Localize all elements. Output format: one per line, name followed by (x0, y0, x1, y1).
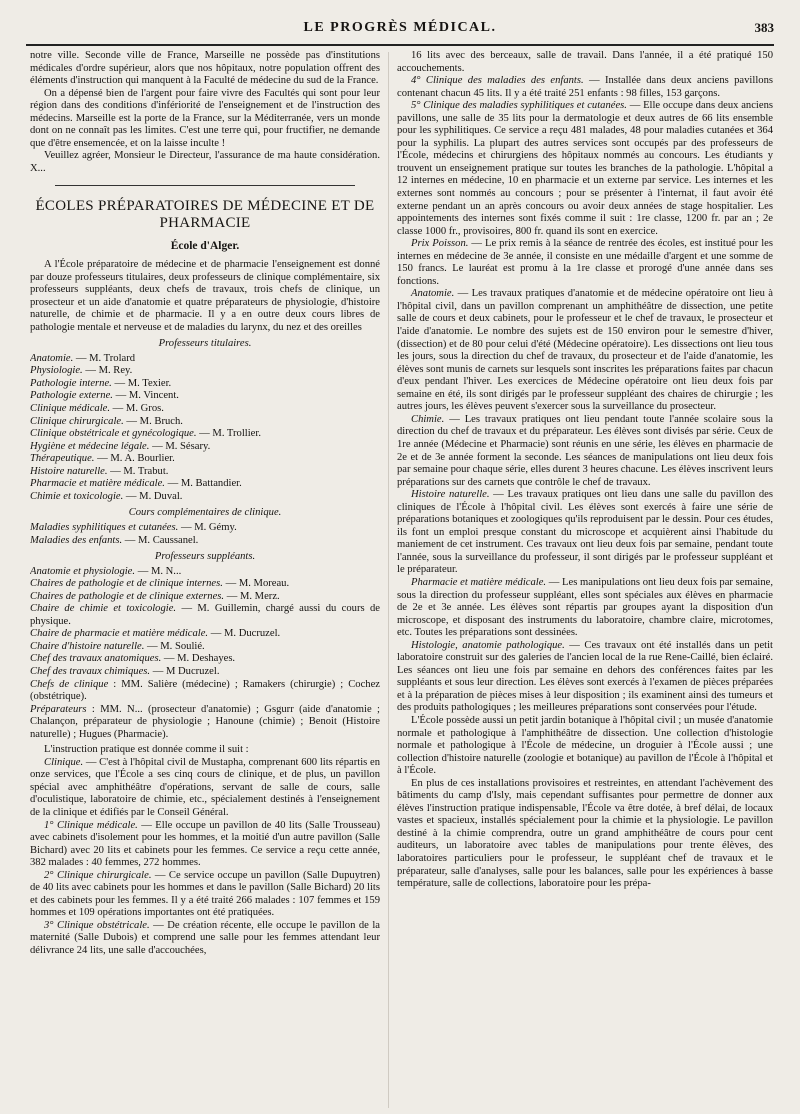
entry-text: : MM. N... (prosecteur d'anatomie) ; Gsgurr (aide d'anatomie ; Chalançon, préparateur de physiologie ; Hanoune (chimie) ; Benoit (Histoire naturelle) ; Hugues (Pharmacie). (30, 703, 380, 740)
entry-text: — M. Ducruzel. (208, 628, 281, 640)
entry-lead: Anatomie. (30, 352, 74, 364)
professor-entry (30, 453, 380, 466)
entry-lead: Anatomie et physiologie. (30, 565, 136, 577)
school-title: École d'Alger. (170, 240, 240, 253)
suppleant-entry (30, 666, 380, 679)
entry-text: : MM. Salière (médecine) ; Ramakers (chirurgie) ; Cochez (obstétrique). (30, 678, 380, 703)
entry-text: — M Ducruzel. (150, 665, 220, 677)
entry-text: — Installée dans deux anciens pavillons contenant chacun 45 lits. Il y a été traité 251 enfants : 98 filles, 153 garçons. (397, 75, 773, 99)
entry-lead: Maladies des enfants. (30, 534, 123, 546)
complementaires-list (30, 522, 380, 547)
professor-entry (30, 378, 380, 391)
suppleants-heading: Professeurs suppléants. (154, 551, 256, 563)
entry-text: — M. Deshayes. (161, 653, 236, 665)
section-title: ÉCOLES PRÉPARATOIRES DE MÉDECINE ET DE PHARMACIE (35, 198, 375, 232)
entry-lead: Chimie. (411, 413, 445, 425)
journal-title: LE PROGRÈS MÉDICAL. (303, 20, 497, 35)
entry-lead: Thérapeutique. (30, 453, 95, 465)
entry-text: En plus de ces installations provisoires et restreintes, en attendant l'achèvement des bâtiments du camp d'Isly, mais cependant suffisantes pour permettre de donner aux élèves l'instruction pratique indispensable, l'École va être dotée, à bref délai, de locaux vastes et spacieux, installés spécialement pour la chimie et la physiologie. Le pavillon destiné à la chimie comprendra, outre un grand amphithéâtre de cours pour cent auditeurs, un laboratoire avec tables de manipulations pour trente élèves, des laboratoires particuliers pour le professeur, le suppléant chef de travaux et le préparateur, salle d'analyses, salle pour les balances, salle pour les expériences à basse température, salle de collections, laboratoire pour les prépa- (397, 777, 773, 890)
body-paragraph (397, 100, 773, 238)
titulaires-heading: Professeurs titulaires. (158, 338, 252, 350)
body-paragraph (397, 238, 773, 288)
entry-lead: Physiologie. (30, 365, 83, 377)
entry-lead: Maladies syphilitiques et cutanées. (30, 521, 179, 533)
entry-lead: Chaires de pathologie et de clinique externes. (30, 590, 225, 602)
right-column (397, 50, 773, 1108)
running-header (26, 14, 774, 46)
suppleant-entry (30, 679, 380, 704)
professor-entry (30, 353, 380, 366)
entry-lead: Clinique obstétricale et gynécologique. (30, 428, 197, 440)
suppleant-entry (30, 591, 380, 604)
entry-text: — C'est à l'hôpital civil de Mustapha, comprenant 600 lits répartis en onze services, que l'École a ses cinq cours de clinique, et de plus, un pavillon spécial avec amphithéâtre d'opérations, servant de salle de cours, salle d'oculistique, laboratoire de chimie, etc., spécialement destinés à l'enseignement de la clinique et édifiés par le Conseil Général. (30, 756, 380, 818)
entry-lead: Chimie et toxicologie. (30, 490, 124, 502)
entry-lead: 4° Clinique des maladies des enfants. (411, 75, 584, 87)
entry-text: 16 lits avec des berceaux, salle de travail. Dans l'année, il a été pratiqué 150 accouchements. (397, 50, 773, 74)
professor-entry (30, 478, 380, 491)
professor-entry (30, 441, 380, 454)
entry-text: — M. Duval. (123, 490, 183, 502)
entry-text: — M. A. Bourlier. (94, 453, 175, 465)
titulaires-list (30, 353, 380, 504)
clinique-paragraph (30, 870, 380, 920)
intro-paragraph: On a dépensé bien de l'argent pour faire vivre des Facultés qui sont pour leur région dans des conditions d'infériorité de l'enseignement et de l'instruction des médecins. Marseille est la porte de la France, sur la Méditerranée, vers un monde dont on ne connaît pas les limites. C'est une terre qui, pour fructifier, ne demande que d'être ensemencée, et on la laisse inculte ! (30, 87, 380, 149)
entry-text: — M. Soulié. (144, 640, 205, 652)
column-divider (388, 52, 389, 1108)
entry-lead: 1° Clinique médicale. (44, 819, 138, 831)
entry-lead: Pathologie externe. (30, 390, 113, 402)
professor-entry (30, 390, 380, 403)
body-paragraph (397, 778, 773, 891)
suppleant-entry (30, 566, 380, 579)
entry-text: — M. Rey. (82, 365, 133, 377)
entry-text: — M. Gros. (110, 403, 164, 415)
entry-text: — Les travaux pratiques ont lieu pendant toute l'année scolaire sous la direction du chef de travaux et du préparateur. Les élèves sont divisés par série. Ceux de 1re année (Médecine et Pharmacie) sont réunis en une série, les élèves en pharmacie de 2e et de 3e année forment la seconde. Les séances de manipulations ont lieu deux fois par semaine pour chaque série, elles durent 3 heures chacune. Les élèves inscrivent leurs préparations sur des carnets que contrôle le chef de travaux. (397, 413, 773, 488)
entry-lead: 5° Clinique des maladies syphilitiques et cutanées. (411, 100, 627, 112)
entry-text: — M. Bruch. (123, 415, 183, 427)
entry-text: — M. Trabut. (107, 465, 169, 477)
entry-lead: Histoire naturelle. (411, 489, 490, 501)
entry-text: — M. Moreau. (222, 578, 290, 590)
entry-text: — M. Caussanel. (122, 534, 199, 546)
body-paragraph (397, 640, 773, 715)
entry-text: — M. Vincent. (112, 390, 179, 402)
suppleant-entry (30, 653, 380, 666)
entry-text: — M. Guillemin, chargé aussi du cours de physique. (30, 603, 380, 627)
entry-text: L'École possède aussi un petit jardin botanique à l'hôpital civil ; un musée d'anatomie normale et pathologique à l'amphithéâtre de dissection. Une collection d'histologie normale et pathologique à l'École de médecine, un droguier à l'École aussi ; une collection d'histoire naturelle (zoologie et botanique) au pavillon de l'École à l'hôpital et à l'École. (397, 714, 773, 777)
right-paragraphs (397, 50, 773, 891)
entry-lead: Anatomie. (411, 288, 455, 300)
entry-lead: Pharmacie et matière médicale. (411, 576, 547, 588)
entry-text: — M. Battandier. (164, 478, 242, 490)
body-paragraph (397, 75, 773, 100)
entry-text: — M. Trollier. (196, 428, 261, 440)
entry-text: — M. Gémy. (178, 521, 237, 533)
clinique-section (30, 757, 380, 958)
entry-text: — Ce service occupe un pavillon (Salle Dupuytren) de 40 lits avec cabinets pour les hommes et dans le pavillon (Salle Bichard) 20 lits et des cabinets pour les femmes. Il y a été traité 266 malades : 107 femmes et 159 hommes et 109 opérations importantes ont été pratiquées. (30, 869, 380, 919)
course-entry (30, 522, 380, 535)
entry-lead: Chaire de pharmacie et matière médicale. (30, 628, 209, 640)
complementaires-heading: Cours complémentaires de clinique. (128, 507, 282, 519)
body-paragraph (397, 50, 773, 75)
entry-lead: Chefs de clinique (30, 678, 109, 690)
entry-lead: Histologie, anatomie pathologique. (411, 639, 565, 651)
entry-text: — M. Merz. (224, 590, 280, 602)
body-paragraph (397, 489, 773, 577)
entry-lead: Hygiène et médecine légale. (30, 440, 150, 452)
entry-lead: Préparateurs (30, 703, 87, 715)
entry-text: — Ces travaux ont été installés dans un petit laboratoire construit sur des galeries de l'ancien local de la rue Rene-Caillé, bien éclairé. Les séances ont lieu une fois par semaine en dehors des conférences faites par les suppléants et sous leur direction. Les élèves sont exercés à l'examen de pièces préparées et à la préparation de pièces mises à leur disposition ; ils examinent ainsi des tumeurs et des produits pathologiques ; les meilleures préparations sont conservées pour l'étude. (397, 639, 773, 714)
entry-text: — Elle occupe dans deux anciens pavillons, une salle de 35 lits pour la dermatologie et deux autres de 66 lits ensemble pour les syphilitiques. Ce service a reçu 481 malades, 48 pour maladies cutanées et 364 pour la syphilis. La plupart des autres services sont occupés par des professeurs de l'École, médecins et chirurgiens des hôpitaux nommés au concours. Les étudiants y trouvent un enseignement pratique sur toutes les branches de la pathologie. L'hôpital a 12 internes en médecine, 10 en pharmacie et un externe par service. Les internes et les externes sont nommés au concours ; pour se présenter à l'internat, il faut avoir été externe pendant un an après concours ou avoir deux années de stage hospitalier. Les appointements des internes sont fixés comme il suit : 1re classe, 1200 fr. par an ; 2e classe 1000 fr., provisoires, 800 fr. quand ils sont en exercice. (397, 100, 773, 237)
entry-lead: Pathologie interne. (30, 377, 112, 389)
professor-entry (30, 491, 380, 504)
suppleant-entry (30, 578, 380, 591)
entry-lead: 2° Clinique chirurgicale. (44, 869, 152, 881)
professor-entry (30, 416, 380, 429)
entry-lead: Clinique. (44, 756, 84, 768)
closing-paragraph: Veuillez agréer, Monsieur le Directeur, l'assurance de ma haute considération. X... (30, 150, 380, 174)
entry-text: — M. Trolard (73, 352, 136, 364)
left-column (30, 50, 380, 1108)
professor-entry (30, 403, 380, 416)
entry-lead: Chaire d'histoire naturelle. (30, 640, 145, 652)
entry-lead: Chaires de pathologie et de clinique internes. (30, 578, 223, 590)
entry-lead: Prix Poisson. (411, 238, 469, 250)
entry-text: — Le prix remis à la séance de rentrée des écoles, est institué pour les internes en médecine de 3e année, il consiste en une médaille d'argent et une somme de 150 francs. Le lauréat est promu à la 1re classe et prorogé d'une année dans ses fonctions. (397, 238, 773, 287)
entry-text: — Les travaux pratiques ont lieu dans une salle du pavillon des cliniques de l'École à l'hôpital civil. Les élèves sont exercés à faire une série de préparations botaniques et zoologiques qu'ils reproduisent par le dessin. Pour ces études, ils font un emploi presque constant du microscope et acquièrent ainsi l'habitude du maniement de cet instrument. Ces travaux ont lieu deux fois par semaine, pendant toute l'année, sous la surveillance du professeur, il sont dirigés par le professeur suppléant et le préparateur. (397, 489, 773, 576)
professor-entry (30, 428, 380, 441)
entry-lead: Clinique médicale. (30, 403, 111, 415)
clinique-paragraph (30, 820, 380, 870)
suppleant-entry (30, 603, 380, 628)
section-separator (55, 185, 355, 186)
entry-text: — Les manipulations ont lieu deux fois par semaine, sous la direction du professeur suppléant, elles sont spéciales aux élèves en pharmacie de 2e et 3e année. Les élèves sont répartis par groupes ayant la disposition d'un microscope, et disposant des instruments du laboratoire, chambre claire, microtomes, etc. Toutes les préparations sont dessinées. (397, 576, 773, 639)
professor-entry (30, 365, 380, 378)
entry-lead: Pharmacie et matière médicale. (30, 478, 165, 490)
clinique-paragraph (30, 920, 380, 958)
school-intro: A l'École préparatoire de médecine et de pharmacie l'enseignement est donné par douze professeurs titulaires, deux professeurs de clinique complémentaire, six professeurs suppléants, deux chefs de travaux, trois chefs de clinique, un prosecteur et un aide d'anatomie et quatre préparateurs de physiologie, d'histoire naturelle, de chimie et de pharmacie. Il y a en outre deux cours libres de pathologie mentale et nerveuse et de maladies du larynx, du nez et des oreilles (30, 259, 380, 333)
entry-lead: Chef des travaux chimiques. (30, 665, 151, 677)
page-number: 383 (754, 20, 774, 35)
suppleant-entry (30, 641, 380, 654)
entry-text: — M. N... (135, 565, 182, 577)
course-entry (30, 535, 380, 548)
entry-lead: Chef des travaux anatomiques. (30, 653, 162, 665)
body-paragraph (397, 577, 773, 640)
suppleant-entry (30, 704, 380, 742)
entry-text: — Les travaux pratiques d'anatomie et de médecine opératoire ont lieu à l'hôpital civil, dans un pavillon comprenant un amphithéâtre de dissection, une petite salle de cours et deux cabinets, pour le professeur et le chef de travaux, le prosecteur et l'aide d'anatomie. Le nombre des sujets est de 150 environ pour le semestre d'hiver, (dissection) et de 80 pour celui d'été (Médecine opératoire). Les dissections ont lieu tous les jours, sous la direction du chef de travaux, du prosecteur et de l'aide d'anatomie, les élèves sont munis de carnets sur lesquels sont inscrites les préparations faites par chacun d'eux pendant l'hiver. Les exercices de Médecine opératoire ont lieu deux fois par semaine en été, ils sont dirigés par le professeur suppléant des chaires de chirurgie ; les autres jours, les élèves peuvent s'exercer sous la surveillance du prosecteur. (397, 288, 773, 413)
entry-text: — De création récente, elle occupe le pavillon de la maternité (Salle Dubois) et comprend une salle pour les femmes attendant leur délivrance 24 lits, une salle d'accouchées, (30, 919, 380, 956)
entry-text: — Elle occupe un pavillon de 40 lits (Salle Trousseau) avec cabinets d'isolement pour les hommes, et la moitié d'un autre pavillon (Salle Bichard) avec 20 lits et cabinets pour les femmes. Ce service a reçu cette année, 382 malades : 40 femmes, 272 hommes. (30, 819, 380, 869)
entry-lead: Histoire naturelle. (30, 465, 108, 477)
entry-text: — M. Sésary. (149, 440, 211, 452)
entry-lead: Chaire de chimie et toxicologie. (30, 603, 177, 615)
body-paragraph (397, 288, 773, 413)
intro-paragraph: notre ville. Seconde ville de France, Marseille ne possède pas d'institutions médicales d'ordre supérieur, alors que nos hôpitaux, notre population offrent des éléments d'instruction qui manquent à la Faculté de médecine du sud de la France. (30, 50, 380, 87)
suppleants-list (30, 566, 380, 742)
body-paragraph (397, 715, 773, 778)
professor-entry (30, 466, 380, 479)
entry-lead: Clinique chirurgicale. (30, 415, 124, 427)
entry-lead: 3° Clinique obstétricale. (44, 919, 150, 931)
instruction-intro: L'instruction pratique est donnée comme il suit : (44, 744, 249, 756)
entry-text: — M. Texier. (111, 377, 172, 389)
suppleant-entry (30, 628, 380, 641)
clinique-paragraph (30, 757, 380, 820)
body-paragraph (397, 414, 773, 489)
